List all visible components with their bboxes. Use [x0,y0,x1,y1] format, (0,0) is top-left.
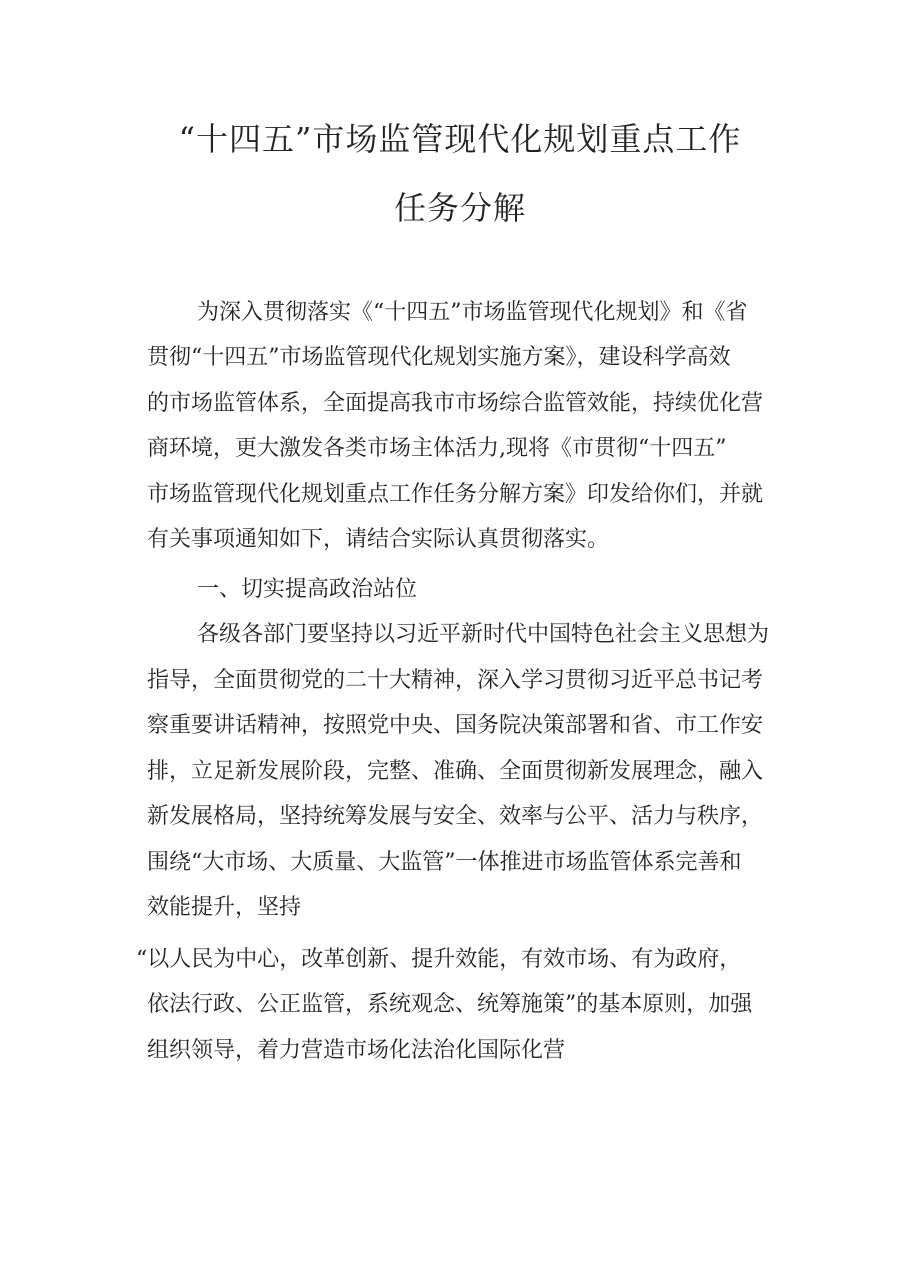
paragraph-line: 效能提升，坚持 [147,895,302,920]
paragraph-line: 贯彻“十四五”市场监管现代化规划实施方案》，建设科学高效 [147,345,731,370]
paragraph-line: 各级各部门要坚持以习近平新时代中国特色社会主义思想为 [197,622,770,647]
document-title-line-2: 任务分解 [393,189,526,227]
paragraph-line: 指导，全面贯彻党的二十大精神，深入学习贯彻习近平总书记考 [147,668,764,693]
paragraph-line: “以人民为中心，改革创新、提升效能，有效市场、有为政府， [136,947,742,972]
paragraph-line: 组织领导，着力营造市场化法治化国际化营 [147,1038,566,1063]
paragraph-line: 的市场监管体系，全面提高我市市场综合监管效能，持续优化营 [147,391,764,416]
paragraph-line: 市场监管现代化规划重点工作任务分解方案》印发给你们，并就 [147,482,764,507]
section-heading: 一、切实提高政治站位 [197,577,418,602]
paragraph-line: 为深入贯彻落实《“十四五”市场监管现代化规划》和《省 [197,300,748,325]
paragraph-line: 有关事项通知如下，请结合实际认真贯彻落实。 [147,527,610,552]
paragraph-line: 围绕“大市场、大质量、大监管”一体推进市场监管体系完善和 [147,850,742,875]
paragraph-line: 新发展格局，坚持统筹发展与安全、效率与公平、活力与秩序， [147,804,764,829]
paragraph-line: 依法行政、公正监管，系统观念、统筹施策”的基本原则，加强 [147,992,753,1017]
paragraph-line: 排，立足新发展阶段，完整、准确、全面贯彻新发展理念，融入 [147,759,764,784]
document-title-line-1: “十四五”市场监管现代化规划重点工作 [178,120,742,158]
paragraph-line: 商环境，更大激发各类市场主体活力,现将《市贯彻“十四五” [147,436,727,461]
paragraph-line: 察重要讲话精神，按照党中央、国务院决策部署和省、市工作安 [147,713,764,738]
